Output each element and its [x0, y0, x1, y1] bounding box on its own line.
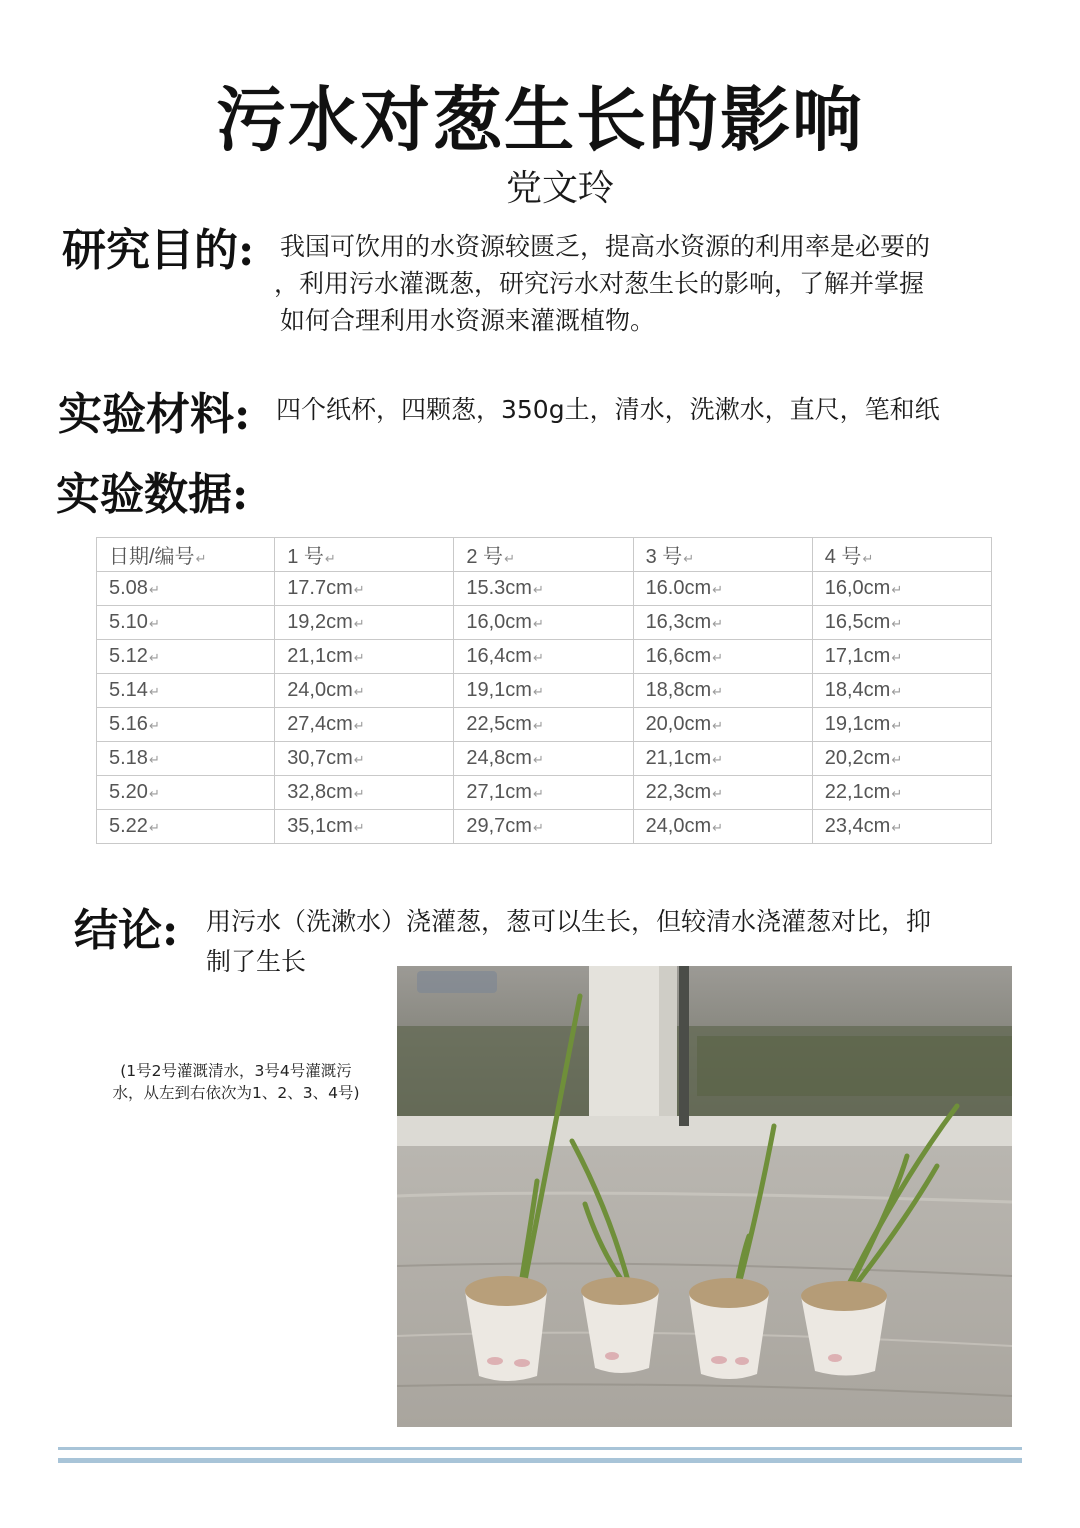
page-title: 污水对葱生长的影响	[216, 78, 864, 161]
table-cell	[97, 640, 275, 674]
purpose-line: ，利用污水灌溉葱，研究污水对葱生长的影响，了解并掌握	[274, 269, 925, 298]
table-header-cell	[97, 538, 275, 572]
table-cell	[633, 776, 812, 810]
cell-text: 22,1cm	[824, 781, 891, 803]
return-mark: ↵	[712, 752, 724, 767]
cell-text: 30,7cm	[287, 747, 353, 769]
table-row	[97, 742, 992, 776]
cell-text: 17.7cm	[287, 577, 353, 599]
return-mark: ↵	[532, 684, 544, 699]
table-row	[97, 640, 992, 674]
conclusion-line: 用污水（洗漱水）浇灌葱，葱可以生长，但较清水浇灌葱对比，抑	[206, 907, 932, 936]
return-mark: ↵	[353, 820, 365, 835]
table-cell	[97, 674, 275, 708]
table-cell	[812, 572, 991, 606]
return-mark: ↵	[148, 650, 160, 665]
table-cell	[275, 742, 454, 776]
return-mark: ↵	[891, 786, 903, 801]
return-mark: ↵	[683, 551, 695, 566]
table-cell	[97, 810, 275, 844]
conclusion-heading: 结论:	[74, 905, 179, 956]
return-mark: ↵	[353, 786, 365, 801]
caption-line: 水，从左到右依次为1、2、3、4号)	[112, 1084, 360, 1102]
return-mark: ↵	[353, 582, 365, 597]
return-mark: ↵	[532, 786, 544, 801]
table-cell	[97, 776, 275, 810]
cell-text: 24,0cm	[645, 815, 712, 837]
table-cell	[633, 742, 812, 776]
cell-text: 20,2cm	[824, 747, 891, 769]
return-mark: ↵	[324, 551, 336, 566]
footer-divider-thin	[58, 1447, 1022, 1450]
table-row	[97, 606, 992, 640]
table-cell	[633, 810, 812, 844]
table-cell	[275, 640, 454, 674]
return-mark: ↵	[353, 650, 365, 665]
table-cell	[97, 742, 275, 776]
table-cell	[812, 810, 991, 844]
table-cell	[454, 776, 633, 810]
cell-text: 32,8cm	[287, 781, 353, 803]
cell-text: 19,1cm	[824, 713, 891, 735]
footer-divider-thick	[58, 1458, 1022, 1463]
cell-text: 1 号	[287, 546, 324, 568]
return-mark: ↵	[891, 820, 903, 835]
table-cell	[633, 640, 812, 674]
return-mark: ↵	[148, 684, 160, 699]
table-cell	[97, 708, 275, 742]
return-mark: ↵	[353, 684, 365, 699]
table-cell	[633, 606, 812, 640]
table-cell	[97, 606, 275, 640]
return-mark: ↵	[712, 684, 724, 699]
return-mark: ↵	[532, 752, 544, 767]
cell-text: 19,1cm	[466, 679, 532, 701]
return-mark: ↵	[891, 582, 903, 597]
table-cell	[275, 810, 454, 844]
table-cell	[454, 810, 633, 844]
cell-text: 27,1cm	[466, 781, 532, 803]
cell-text: 2 号	[466, 546, 504, 568]
author-name: 党文玲	[505, 168, 614, 209]
table-header-cell	[812, 538, 991, 572]
purpose-line: 我国可饮用的水资源较匮乏，提高水资源的利用率是必要的	[280, 232, 931, 261]
table-row	[97, 674, 992, 708]
return-mark: ↵	[891, 684, 903, 699]
return-mark: ↵	[532, 650, 544, 665]
table-header-cell	[275, 538, 454, 572]
cell-text: 4 号	[824, 546, 862, 568]
cell-text: 16,6cm	[645, 645, 712, 667]
cell-text: 35,1cm	[287, 815, 353, 837]
table-cell	[454, 640, 633, 674]
photo-illustration	[397, 966, 1012, 1427]
return-mark: ↵	[532, 820, 544, 835]
cell-text: 27,4cm	[287, 713, 353, 735]
cell-text: 16,0cm	[824, 577, 891, 599]
table-cell	[454, 742, 633, 776]
table-cell	[812, 742, 991, 776]
return-mark: ↵	[148, 752, 160, 767]
return-mark: ↵	[891, 718, 903, 733]
cell-text: 5.22	[109, 815, 148, 837]
cell-text: 24,8cm	[466, 747, 532, 769]
cell-text: 16,4cm	[466, 645, 532, 667]
return-mark: ↵	[148, 786, 160, 801]
cell-text: 5.10	[109, 611, 148, 633]
table-cell	[633, 572, 812, 606]
return-mark: ↵	[712, 650, 724, 665]
cell-text: 24,0cm	[287, 679, 353, 701]
purpose-line: 如何合理利用水资源来灌溉植物。	[280, 306, 656, 335]
return-mark: ↵	[148, 820, 160, 835]
return-mark: ↵	[148, 718, 160, 733]
return-mark: ↵	[504, 551, 515, 566]
return-mark: ↵	[148, 582, 160, 597]
return-mark: ↵	[532, 582, 544, 597]
caption-line: (1号2号灌溉清水，3号4号灌溉污	[120, 1062, 352, 1080]
table-row	[97, 776, 992, 810]
return-mark: ↵	[712, 718, 724, 733]
table-cell	[275, 708, 454, 742]
return-mark: ↵	[891, 616, 903, 631]
table-cell	[97, 572, 275, 606]
cell-text: 22,5cm	[466, 713, 532, 735]
cell-text: 5.16	[109, 713, 148, 735]
return-mark: ↵	[195, 551, 207, 566]
table-cell	[275, 606, 454, 640]
cell-text: 17,1cm	[824, 645, 891, 667]
table-header-row	[97, 538, 992, 572]
cell-text: 23,4cm	[824, 815, 891, 837]
cell-text: 21,1cm	[287, 645, 353, 667]
materials-text: 四个纸杯，四颗葱，350g土，清水，洗漱水，直尺，笔和纸	[276, 395, 940, 424]
return-mark: ↵	[148, 616, 160, 631]
table-cell	[454, 606, 633, 640]
cell-text: 日期/编号	[109, 546, 195, 568]
table-cell	[275, 674, 454, 708]
table-row	[97, 810, 992, 844]
table-row	[97, 572, 992, 606]
return-mark: ↵	[353, 752, 365, 767]
table-cell	[633, 708, 812, 742]
table-cell	[812, 606, 991, 640]
return-mark: ↵	[353, 718, 365, 733]
photo-caption	[86, 1060, 386, 1104]
conclusion-line: 制了生长	[206, 947, 307, 976]
return-mark: ↵	[353, 616, 365, 631]
cell-text: 16.0cm	[645, 577, 712, 599]
cell-text: 3 号	[645, 546, 683, 568]
table-header-cell	[454, 538, 633, 572]
table-cell	[812, 708, 991, 742]
return-mark: ↵	[862, 551, 874, 566]
table-cell	[454, 674, 633, 708]
cell-text: 5.18	[109, 747, 148, 769]
table-cell	[275, 776, 454, 810]
cell-text: 16,5cm	[824, 611, 891, 633]
data-heading: 实验数据:	[56, 469, 249, 520]
cell-text: 16,0cm	[466, 611, 532, 633]
table-cell	[812, 640, 991, 674]
return-mark: ↵	[891, 752, 903, 767]
return-mark: ↵	[712, 820, 724, 835]
table-row	[97, 708, 992, 742]
table-cell	[812, 776, 991, 810]
growth-data-table	[96, 537, 992, 844]
scallion-cups-photo	[397, 966, 1012, 1427]
return-mark: ↵	[712, 582, 724, 597]
cell-text: 22,3cm	[645, 781, 712, 803]
cell-text: 19,2cm	[287, 611, 353, 633]
table-cell	[275, 572, 454, 606]
materials-heading: 实验材料:	[58, 389, 251, 440]
return-mark: ↵	[532, 718, 544, 733]
cell-text: 18,4cm	[824, 679, 891, 701]
cell-text: 5.12	[109, 645, 148, 667]
return-mark: ↵	[532, 616, 544, 631]
table-header-cell	[633, 538, 812, 572]
table-cell	[633, 674, 812, 708]
return-mark: ↵	[891, 650, 903, 665]
cell-text: 16,3cm	[645, 611, 712, 633]
cell-text: 18,8cm	[645, 679, 712, 701]
cell-text: 5.20	[109, 781, 148, 803]
purpose-heading: 研究目的:	[62, 225, 255, 276]
purpose-text	[274, 228, 1040, 339]
cell-text: 15.3cm	[466, 577, 532, 599]
cell-text: 20,0cm	[645, 713, 712, 735]
table-cell	[812, 674, 991, 708]
cell-text: 29,7cm	[466, 815, 532, 837]
cell-text: 5.08	[109, 577, 148, 599]
cell-text: 21,1cm	[645, 747, 712, 769]
table-cell	[454, 708, 633, 742]
table-cell	[454, 572, 633, 606]
return-mark: ↵	[712, 616, 724, 631]
cell-text: 5.14	[109, 679, 148, 701]
return-mark: ↵	[712, 786, 724, 801]
